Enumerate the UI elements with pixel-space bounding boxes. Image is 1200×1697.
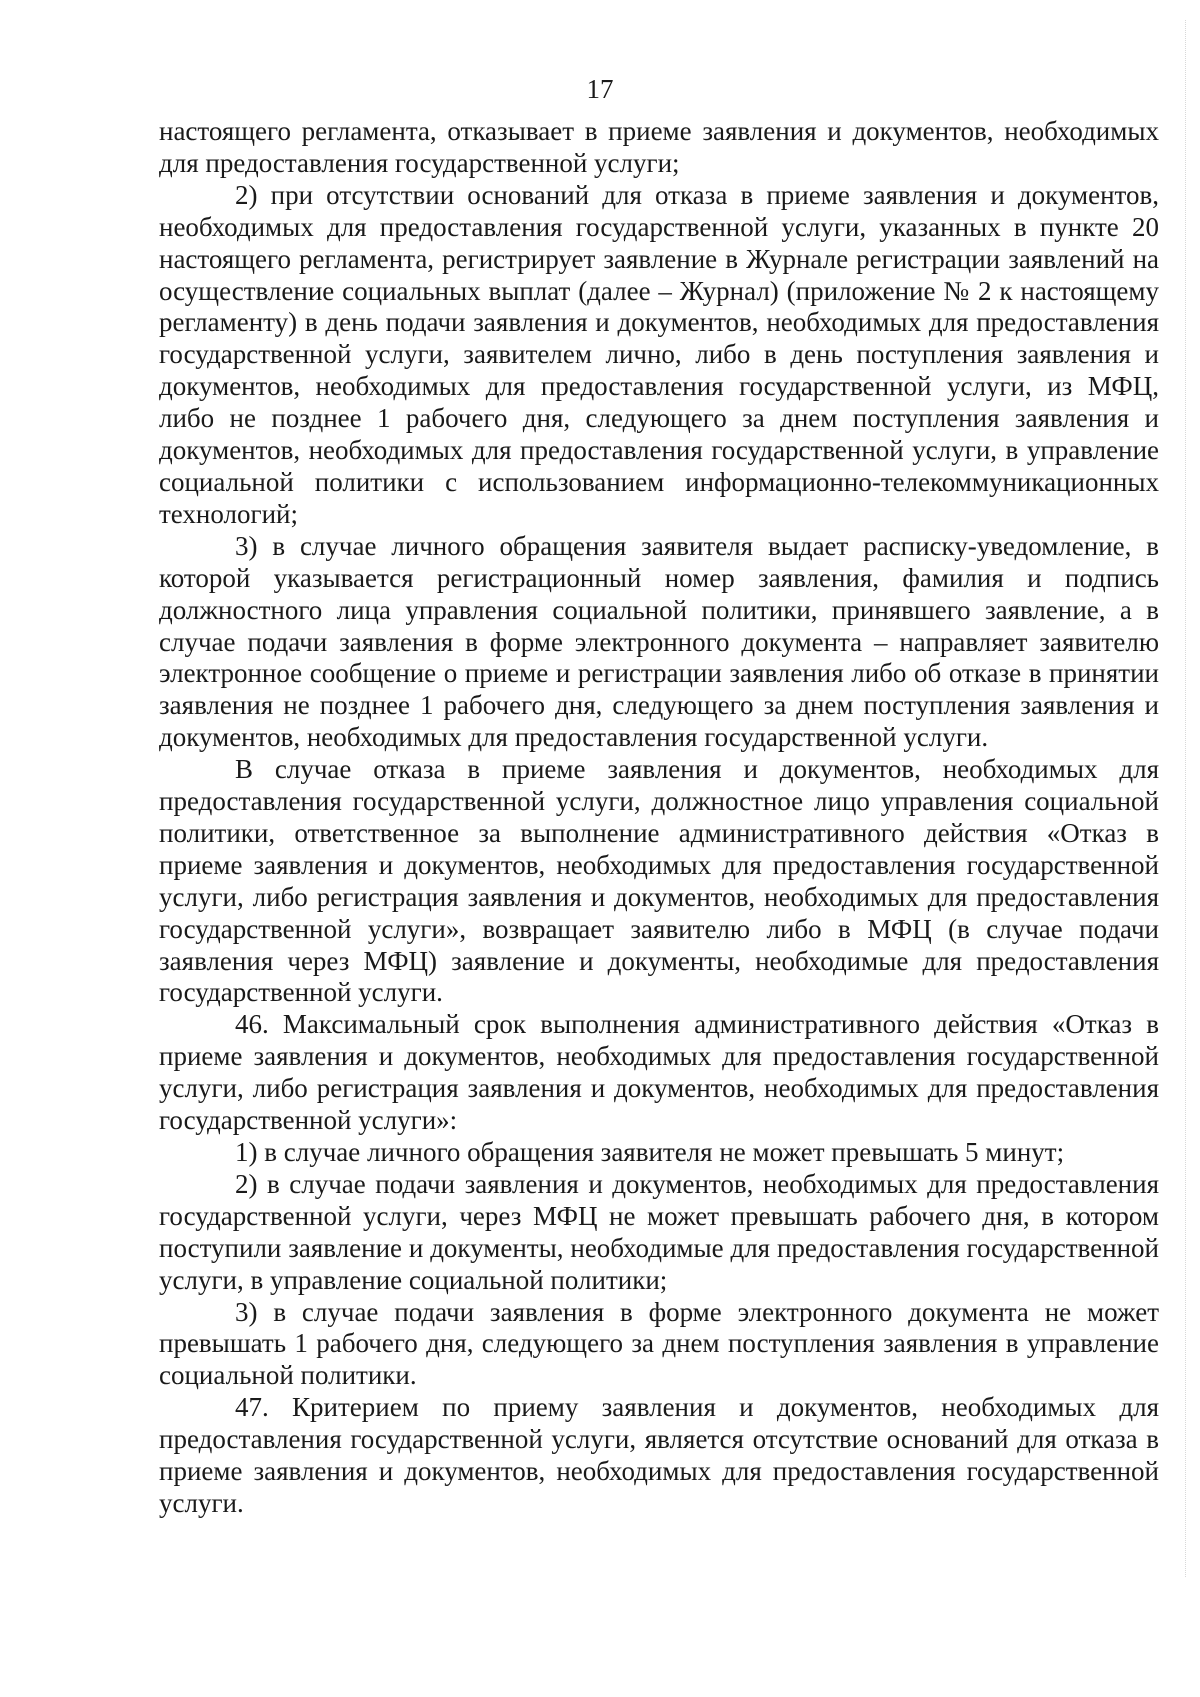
paragraph-continuation: настоящего регламента, отказывает в приеме заявления и документов, необходимых для предоставления государственной услуги;: [159, 116, 1159, 178]
paragraph-46-item-2: 2) в случае подачи заявления и документов, необходимых для предоставления государственной услуги, через МФЦ не может превышать рабочего дня, в котором поступили заявление и документы, необходимые для предоставления государственной услуги, в управление социальной политики;: [159, 1168, 1159, 1295]
paragraph-section-47: 47. Критерием по приему заявления и документов, необходимых для предоставления государственной услуги, является отсутствие оснований для отказа в приеме заявления и документов, необходимых для предоставления государственной услуги.: [159, 1392, 1159, 1518]
paragraph-46-item-3: 3) в случае подачи заявления в форме электронного документа не может превышать 1 рабочего дня, следующего за днем поступления заявления в управление социальной политики.: [159, 1296, 1159, 1391]
paragraph-item-3: 3) в случае личного обращения заявителя выдает расписку-уведомление, в которой указывается регистрационный номер заявления, фамилия и подпись должностного лица управления социальной политики, принявшего заявление, а в случае подачи заявления в форме электронного документа – направляет заявителю электронное сообщение о приеме и регистрации заявления либо об отказе в принятии заявления не позднее 1 рабочего дня, следующего за днем поступления заявления и документов, необходимых для предоставления государственной услуги.: [159, 530, 1159, 753]
document-body: [159, 116, 1159, 1520]
paragraph-section-46: 46. Максимальный срок выполнения административного действия «Отказ в приеме заявления и документов, необходимых для предоставления государственной услуги, либо регистрация заявления и документов, необходимых для предоставления государственной услуги»:: [159, 1009, 1159, 1136]
paragraph-46-item-1: 1) в случае личного обращения заявителя не может превышать 5 минут;: [235, 1137, 1065, 1167]
page-number: 17: [586, 74, 614, 104]
paragraph-refusal-case: В случае отказа в приеме заявления и документов, необходимых для предоставления государственной услуги, должностное лицо управления социальной политики, ответственное за выполнение административного действия «Отказ в приеме заявления и документов, необходимых для предоставления государственной услуги, либо регистрация заявления и документов, необходимых для предоставления государственной услуги», возвращает заявителю либо в МФЦ (в случае подачи заявления через МФЦ) заявление и документы, необходимые для предоставления государственной услуги.: [159, 754, 1159, 1008]
paragraph-item-2: 2) при отсутствии оснований для отказа в приеме заявления и документов, необходимых для предоставления государственной услуги, указанных в пункте 20 настоящего регламента, регистрирует заявление в Журнале регистрации заявлений на осуществление социальных выплат (далее – Журнал) (приложение № 2 к настоящему регламенту) в день подачи заявления и документов, необходимых для предоставления государственной услуги, заявителем лично, либо в день поступления заявления и документов, необходимых для предоставления государственной услуги, из МФЦ, либо не позднее 1 рабочего дня, следующего за днем поступления заявления и документов, необходимых для предоставления государственной услуги, в управление социальной политики с использованием информационно-телекоммуникационных технологий;: [159, 179, 1159, 529]
scan-edge-line: [1185, 20, 1186, 1577]
